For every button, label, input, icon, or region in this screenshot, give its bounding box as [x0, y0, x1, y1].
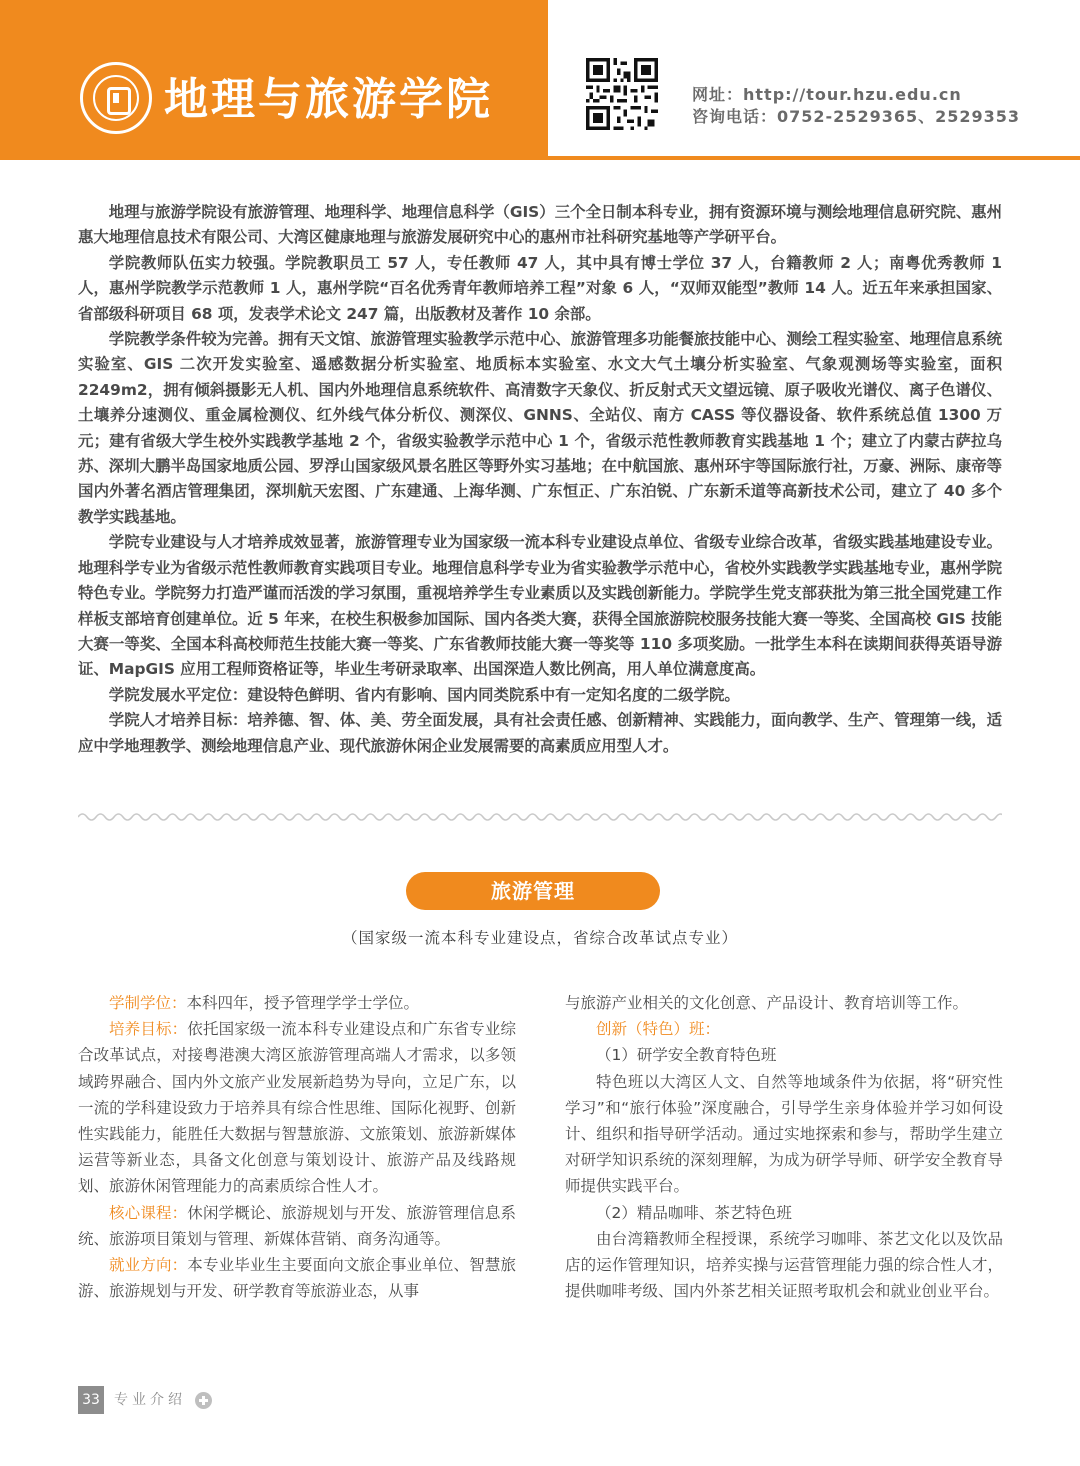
intro-paragraph: 学院专业建设与人才培养成效显著，旅游管理专业为国家级一流本科专业建设点单位、省级专业综合改革，省级实践基地建设专业。地理科学专业为省级示范性教师教育实践项目专业。地理信息科学专业为省实验教学示范中心，省校外实践教学实践基地专业，惠州学院特色专业。学院努力打造严谨而活泼的学习氛围，重视培养学生专业素质以及实践创新能力。学院学生党支部获批为第三批全国党建工作样板支部培育创建单位。近 5 年来，在校生积极参加国际、国内各类大赛，获得全国旅游院校服务技能大赛一等奖、全国高校 GIS 技能大赛一等奖、全国本科高校师范生技能大赛一等奖、广东省教师技能大赛一等奖等 110 多项奖励。一批学生本科在读期间获得英语导游证、MapGIS 应用工程师资格证等，毕业生考研录取率、出国深造人数比例高，用人单位满意度高。 [78, 533, 1002, 679]
major-subtitle: （国家级一流本科专业建设点，省综合改革试点专业） [341, 929, 738, 947]
wave-divider [78, 810, 1002, 824]
class1-text: 特色班以大湾区人文、自然等地域条件为依据，将“研究性学习”和“旅行体验”深度融合，引导学生亲身体验并学习如何设计、组织和指导研学活动。通过实地探索和参与，帮助学生建立对研学知识系统的深刻理解，为成为研学导师、研学安全教育导师提供实践平台。 [565, 1072, 1003, 1196]
header-divider-line [548, 156, 1080, 160]
page-number: 33 [78, 1386, 104, 1414]
website-link[interactable]: 网址：http://tour.hzu.edu.cn [692, 85, 962, 104]
course-paragraph [78, 1200, 516, 1252]
goal-text: 依托国家级一流本科专业建设点和广东省专业综合改革试点，对接粤港澳大湾区旅游管理高端人才需求，以多领域跨界融合、国内外文旅产业发展新趋势为导向，立足广东，以一流的学科建设致力于培养具有综合性思维、国际化视野、创新性实践能力，能胜任大数据与智慧旅游、文旅策划、旅游新媒体运营等新业态，具备文化创意与策划设计、旅游产品及线路规划、旅游休闲管理能力的高素质综合性人才。 [78, 1020, 516, 1196]
college-intro [78, 200, 1002, 759]
major-left-column [78, 990, 516, 1304]
intro-paragraph: 地理与旅游学院设有旅游管理、地理科学、地理信息科学（GIS）三个全日制本科专业，拥有资源环境与测绘地理信息研究院、惠州惠大地理信息技术有限公司、大湾区健康地理与旅游发展研究中心的惠州市社科研究基地等产学研平台。 [78, 203, 1002, 247]
class1-title: （1）研学安全教育特色班 [596, 1046, 777, 1065]
career-label: 就业方向： [109, 1256, 188, 1275]
intro-paragraph: 学院发展水平定位：建设特色鲜明、省内有影响、国内同类院系中有一定知名度的二级学院。 [108, 685, 740, 704]
degree-label: 学制学位： [109, 994, 187, 1012]
qr-code-icon[interactable] [586, 58, 658, 130]
contact-info [692, 84, 1020, 128]
goal-label: 培养目标： [109, 1020, 188, 1039]
course-text: 休闲学概论、旅游规划与开发、旅游管理信息系统、旅游项目策划与管理、新媒体营销、商务沟通等。 [78, 1203, 516, 1248]
plus-circle-icon [195, 1392, 212, 1409]
intro-paragraph: 学院教学条件较为完善。拥有天文馆、旅游管理实验教学示范中心、旅游管理多功能餐旅技能中心、测绘工程实验室、地理信息系统实验室、GIS 二次开发实验室、遥感数据分析实验室、地质标本实验室、水文大气土壤分析实验室、气象观测场等实验室，面积 2249m2，拥有倾斜摄影无人机、国内外地理信息系统软件、高清数字天象仪、折反射式天文望远镜、原子吸收光谱仪、离子色谱仪、土壤养分速测仪、重金属检测仪、红外线气体分析仪、测深仪、GNNS、全站仪、南方 CASS 等仪器设备、软件系统总值 1300 万元；建有省级大学生校外实践教学基地 2 个，省级实验教学示范中心 1 个，省级示范性教师教育实践基地 1 个；建立了内蒙古萨拉乌苏、深圳大鹏半岛国家地质公园、罗浮山国家级风景名胜区等野外实习基地；在中航国旅、惠州环宇等国际旅行社，万豪、洲际、康帝等国内外著名酒店管理集团，深圳航天宏图、广东建通、上海华测、广东恒正、广东泊锐、广东新禾道等高新技术公司，建立了 40 多个教学实践基地。 [78, 330, 1002, 526]
degree-paragraph [78, 990, 516, 1016]
class2-title: （2）精品咖啡、茶艺特色班 [596, 1203, 792, 1222]
college-title: 地理与旅游学院 [164, 74, 493, 125]
university-seal-icon [80, 62, 152, 134]
intro-paragraph: 学院教师队伍实力较强。学院教职员工 57 人，专任教师 47 人，其中具有博士学位 37 人，台籍教师 2 人；南粤优秀教师 1 人，惠州学院教学示范教师 1 人，惠州学院“百名优秀青年教师培养工程”对象 6 人，“双师双能型”教师 14 人。近五年来承担国家、省部级科研项目 68 项，发表学术论文 247 篇，出版教材及著作 10 余部。 [78, 253, 1002, 323]
degree-text: 本科四年，授予管理学学士学位。 [186, 994, 420, 1012]
intro-paragraph: 学院人才培养目标：培养德、智、体、美、劳全面发展，具有社会责任感、创新精神、实践能力，面向教学、生产、管理第一线，适应中学地理教学、测绘地理信息产业、现代旅游休闲企业发展需要的高素质应用型人才。 [78, 711, 1002, 755]
goal-paragraph [78, 1016, 516, 1199]
career-text: 本专业毕业生主要面向文旅企事业单位、智慧旅游、旅游规划与开发、研学教育等旅游业态，从事 [78, 1256, 516, 1301]
major-right-column [565, 990, 1003, 1304]
phone-number: 咨询电话：0752-2529365、2529353 [692, 107, 1021, 126]
career-continued: 与旅游产业相关的文化创意、产品设计、教育培训等工作。 [565, 994, 969, 1012]
major-title-badge: 旅游管理 [406, 872, 660, 910]
innovation-label: 创新（特色）班： [596, 1020, 721, 1039]
career-paragraph [78, 1252, 516, 1304]
footer-section-label: 专业介绍 [114, 1392, 186, 1408]
innovation-paragraph [565, 1016, 1003, 1042]
class2-text: 由台湾籍教师全程授课，系统学习咖啡、茶艺文化以及饮品店的运作管理知识，培养实操与运营管理能力强的综合性人才，提供咖啡考级、国内外茶艺相关证照考取机会和就业创业平台。 [565, 1229, 1003, 1301]
course-label: 核心课程： [109, 1203, 188, 1222]
